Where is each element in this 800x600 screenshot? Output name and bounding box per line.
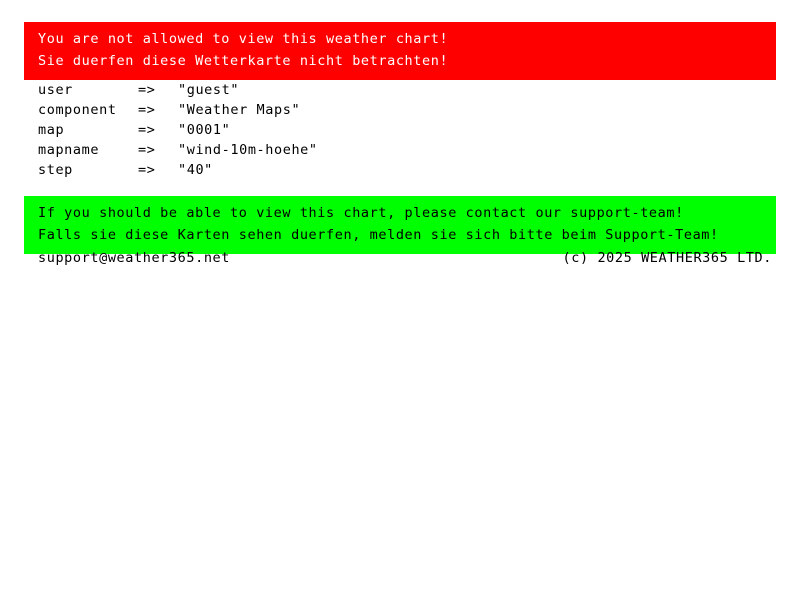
param-key: component: [38, 102, 117, 118]
param-value: "wind-10m-hoehe": [178, 142, 318, 158]
param-key: mapname: [38, 142, 100, 158]
error-banner-line-en: You are not allowed to view this weather chart!: [38, 31, 449, 47]
param-key: step: [38, 162, 73, 178]
param-arrow: =>: [138, 122, 156, 138]
footer: [38, 250, 772, 266]
param-value: "0001": [178, 122, 231, 138]
info-banner-line-de: Falls sie diese Karten sehen duerfen, melden sie sich bitte beim Support-Team!: [38, 227, 719, 243]
param-arrow: =>: [138, 82, 156, 98]
param-value: "guest": [178, 82, 240, 98]
table-row: [38, 160, 758, 180]
param-key: map: [38, 122, 65, 138]
param-arrow: =>: [138, 162, 156, 178]
table-row: [38, 100, 758, 120]
parameter-list: [38, 80, 758, 180]
table-row: [38, 140, 758, 160]
support-email-link[interactable]: support@weather365.net: [38, 250, 231, 266]
info-banner: [24, 196, 776, 254]
error-banner: [24, 22, 776, 80]
copyright-text: (c) 2025 WEATHER365 LTD.: [562, 250, 772, 266]
param-value: "Weather Maps": [178, 102, 301, 118]
table-row: [38, 120, 758, 140]
table-row: [38, 80, 758, 100]
param-arrow: =>: [138, 102, 156, 118]
param-key: user: [38, 82, 73, 98]
error-banner-line-de: Sie duerfen diese Wetterkarte nicht betrachten!: [38, 53, 449, 69]
param-value: "40": [178, 162, 213, 178]
info-banner-line-en: If you should be able to view this chart, please contact our support-team!: [38, 205, 684, 221]
param-arrow: =>: [138, 142, 156, 158]
